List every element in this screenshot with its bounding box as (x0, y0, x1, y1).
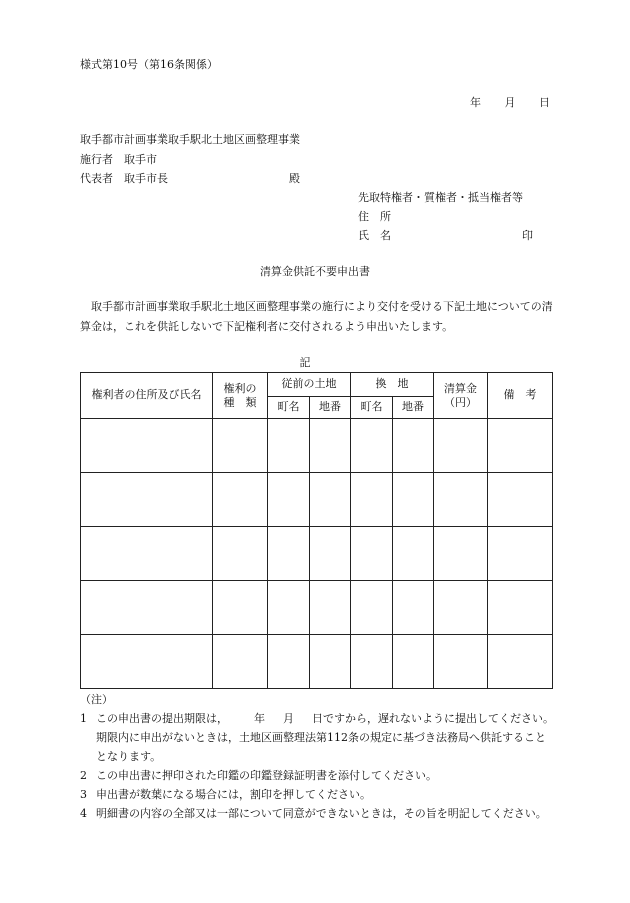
table-cell[interactable] (81, 581, 213, 635)
addressee-project: 取手都市計画事業取手駅北土地区画整理事業 (80, 133, 300, 146)
table-cell[interactable] (351, 635, 393, 689)
table-row (81, 635, 553, 689)
table-cell[interactable] (434, 419, 488, 473)
table-cell[interactable] (310, 635, 351, 689)
table-row (81, 419, 553, 473)
col-replot-town: 町名 (351, 397, 393, 419)
table-cell[interactable] (393, 635, 434, 689)
applicant-address-label: 住 所 (358, 210, 391, 223)
applicant-type: 先取特権者・質権者・抵当権者等 (358, 191, 523, 204)
table-cell[interactable] (213, 473, 268, 527)
land-table (80, 372, 553, 689)
applicant-name-label: 氏 名 (358, 229, 391, 242)
table-cell[interactable] (488, 527, 553, 581)
col-amount: 清算金 （円） (434, 373, 488, 419)
col-prior-land: 従前の土地 (268, 373, 351, 397)
table-cell[interactable] (488, 635, 553, 689)
table-cell[interactable] (268, 419, 310, 473)
col-replot-lot: 地番 (393, 397, 434, 419)
col-holder: 権利者の住所及び氏名 (81, 373, 213, 419)
table-cell[interactable] (434, 527, 488, 581)
date-day: 日 (539, 96, 550, 109)
table-cell[interactable] (488, 419, 553, 473)
table-row (81, 581, 553, 635)
note-text: 申出書が数葉になる場合には，割印を押してください。 (96, 788, 371, 801)
table-cell[interactable] (434, 473, 488, 527)
col-prior-town: 町名 (268, 397, 310, 419)
form-number: 様式第10号（第16条関係） (80, 58, 218, 71)
col-replot: 換 地 (351, 373, 434, 397)
note-number: 2 (80, 769, 87, 782)
table-cell[interactable] (393, 473, 434, 527)
notes-section (80, 690, 554, 823)
table-cell[interactable] (213, 527, 268, 581)
note-item (80, 785, 554, 804)
addressee-executor: 施行者 取手市 (80, 153, 157, 166)
table-cell[interactable] (268, 527, 310, 581)
table-cell[interactable] (213, 581, 268, 635)
note-text: この申出書に押印された印鑑の印鑑登録証明書を添付してください。 (96, 769, 437, 782)
document-title: 清算金供託不要申出書 (260, 265, 370, 278)
note-item (80, 804, 554, 823)
table-cell[interactable] (393, 419, 434, 473)
addressee-honorific: 殿 (289, 172, 300, 185)
date-line (470, 96, 550, 110)
date-year: 年 (470, 96, 481, 109)
note-number: 4 (80, 807, 87, 820)
table-row (81, 527, 553, 581)
date-month: 月 (504, 96, 516, 109)
table-cell[interactable] (268, 635, 310, 689)
table-cell[interactable] (213, 419, 268, 473)
table-cell[interactable] (393, 581, 434, 635)
table-cell[interactable] (81, 635, 213, 689)
table-cell[interactable] (81, 527, 213, 581)
table-cell[interactable] (351, 419, 393, 473)
table-cell[interactable] (310, 527, 351, 581)
note-text: この申出書の提出期限は， 年 月 日ですから，遅れないように提出してください。期限内に申出がないときは，土地区画整理法第112条の規定に基づき法務局へ供託することとなります。 (96, 712, 554, 763)
addressee-representative: 代表者 取手市長 (80, 172, 168, 185)
col-remarks: 備 考 (488, 373, 553, 419)
note-item (80, 766, 554, 785)
table-cell[interactable] (310, 581, 351, 635)
table-cell[interactable] (268, 581, 310, 635)
table-cell[interactable] (434, 581, 488, 635)
note-number: 3 (80, 788, 87, 801)
table-cell[interactable] (351, 581, 393, 635)
table-cell[interactable] (351, 527, 393, 581)
col-prior-lot: 地番 (310, 397, 351, 419)
body-text: 取手都市計画事業取手駅北土地区画整理事業の施行により交付を受ける下記土地についての清算金は，これを供託しないで下記権利者に交付されるよう申出いたします。 (80, 300, 553, 333)
table-cell[interactable] (351, 473, 393, 527)
ki-label: 記 (299, 356, 311, 369)
table-cell[interactable] (268, 473, 310, 527)
table-cell[interactable] (213, 635, 268, 689)
seal-mark: 印 (522, 229, 533, 242)
table-cell[interactable] (81, 473, 213, 527)
table-cell[interactable] (310, 419, 351, 473)
note-text: 明細書の内容の全部又は一部について同意ができないときは，その旨を明記してください。 (96, 807, 547, 820)
col-right-type: 権利の 種 類 (213, 373, 268, 419)
notes-header: （注） (80, 693, 113, 706)
table-cell[interactable] (393, 527, 434, 581)
table-cell[interactable] (81, 419, 213, 473)
table-row (81, 473, 553, 527)
note-number: 1 (80, 712, 87, 725)
table-cell[interactable] (434, 635, 488, 689)
table-cell[interactable] (488, 581, 553, 635)
table-cell[interactable] (488, 473, 553, 527)
table-cell[interactable] (310, 473, 351, 527)
note-item (80, 709, 554, 766)
